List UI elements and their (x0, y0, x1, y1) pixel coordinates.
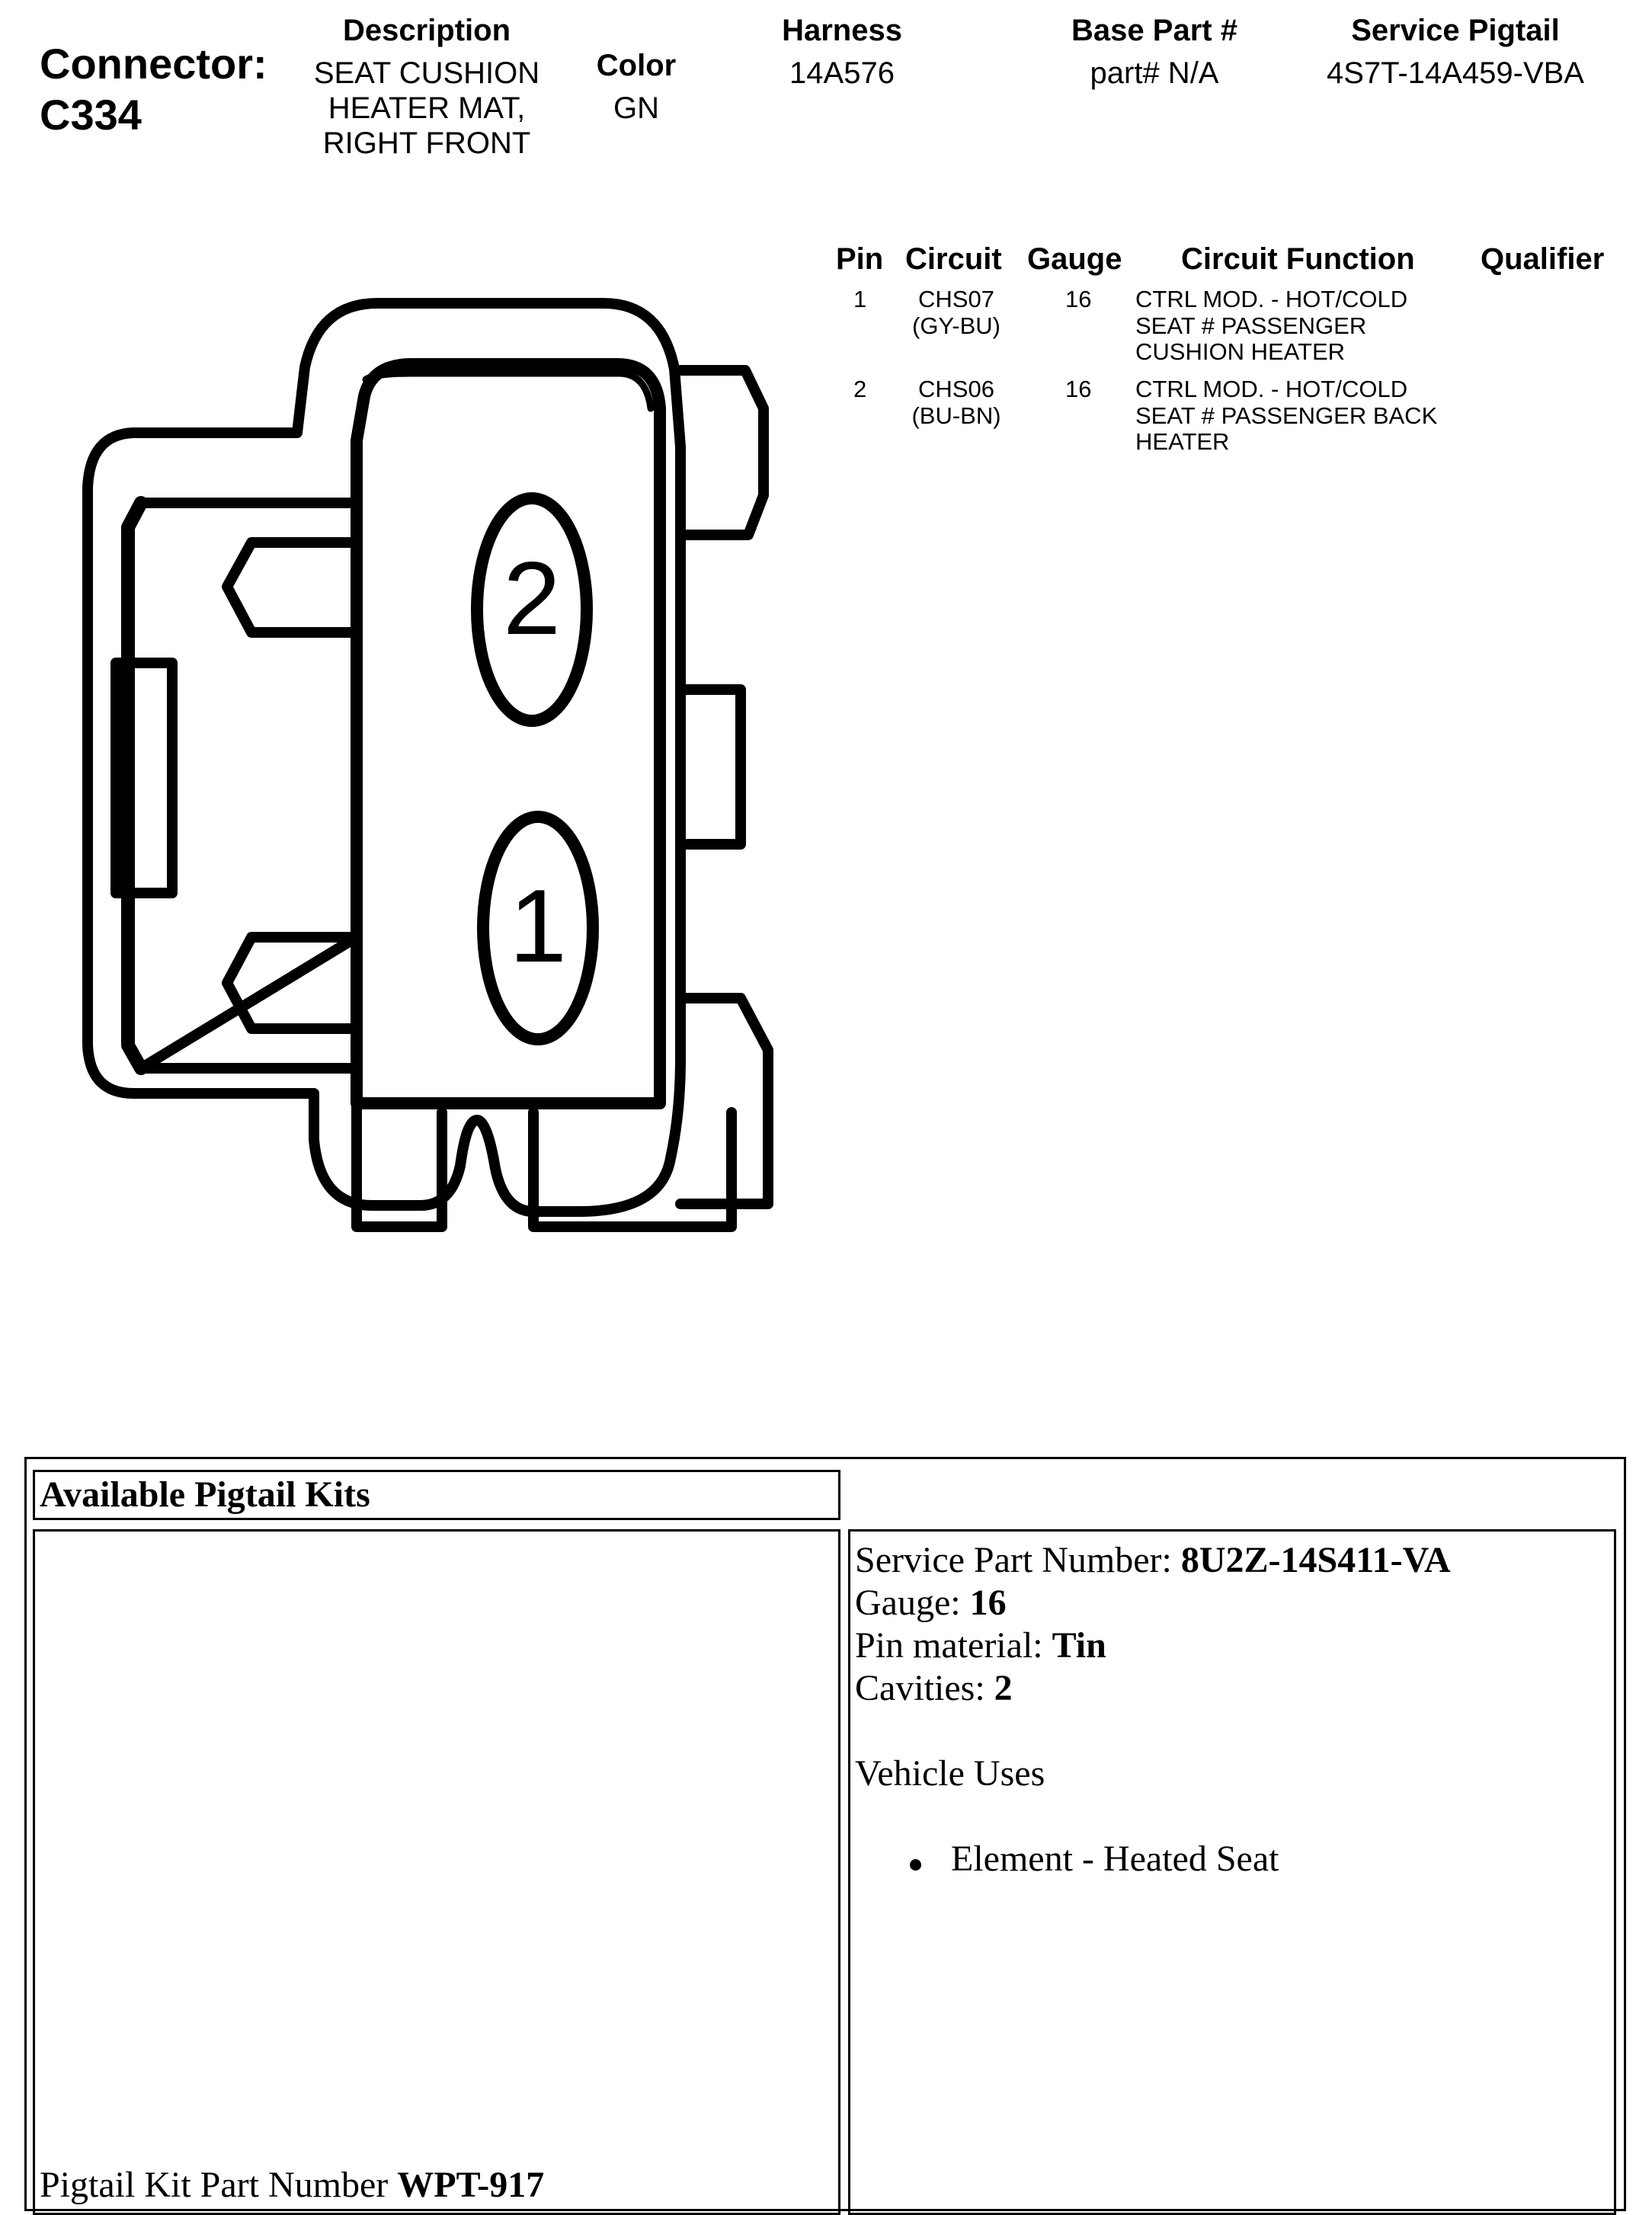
pin-row-1-pin: 1 (853, 286, 867, 312)
color-value: GN (613, 91, 659, 125)
description-line: SEAT CUSHION (313, 56, 540, 90)
pin-row-2-circuit (899, 376, 1013, 429)
service-part-value: 8U2Z-14S411-VA (1180, 1540, 1451, 1580)
pigtail-kit-part-number (40, 2164, 544, 2206)
pin-1-label: 1 (509, 868, 567, 984)
pin-material-label: Pin material: (855, 1625, 1043, 1666)
vehicle-uses-label: Vehicle Uses (855, 1753, 1045, 1794)
circuit-wire-color: (GY-BU) (912, 312, 1000, 339)
qualifier-header: Qualifier (1481, 242, 1605, 276)
pin-2-label: 2 (503, 540, 561, 656)
list-item: Element - Heated Seat (910, 1838, 1614, 1881)
color-header: Color (596, 49, 677, 82)
gauge-label: Gauge: (855, 1583, 961, 1623)
connector-label: Connector: (40, 40, 267, 88)
pin-row-1-circuit (899, 286, 1013, 339)
harness-value: 14A576 (789, 56, 895, 90)
connector-id: C334 (40, 91, 142, 139)
kit-part-value: WPT-917 (397, 2165, 545, 2205)
middle-latch-tab (680, 690, 741, 844)
circuit-code: CHS06 (918, 376, 994, 402)
function-line: CTRL MOD. - HOT/COLD (1135, 376, 1408, 402)
service-part-label: Service Part Number: (855, 1540, 1172, 1580)
gauge-header: Gauge (1027, 242, 1122, 276)
gauge-info (855, 1582, 1614, 1624)
function-line: SEAT # PASSENGER (1135, 312, 1367, 339)
pin-row-2-gauge: 16 (1065, 376, 1092, 402)
pigtail-kit-cell (33, 1529, 840, 2215)
kit-part-label: Pigtail Kit Part Number (40, 2165, 389, 2205)
description-line: HEATER MAT, (328, 91, 526, 125)
function-line: CUSHION HEATER (1135, 338, 1346, 366)
circuit-code: CHS07 (918, 286, 994, 312)
cavities-value: 2 (994, 1668, 1013, 1708)
pin-material-value: Tin (1052, 1625, 1106, 1666)
pin-cavity-1 (483, 817, 593, 1039)
pin-material-info (855, 1624, 1614, 1667)
lower-latch-tab (680, 998, 768, 1204)
base-part-column (1032, 14, 1276, 91)
vehicle-uses-list (910, 1838, 1614, 1881)
inner-ridge (366, 373, 651, 408)
pin-row-1-function (1135, 286, 1407, 366)
left-rib (128, 503, 141, 1068)
service-part-number (855, 1539, 1614, 1582)
pin-cavity-2 (477, 498, 587, 721)
function-line: HEATER (1135, 428, 1230, 456)
circuit-header: Circuit (905, 242, 1002, 276)
pigtail-kits-title: Available Pigtail Kits (33, 1470, 840, 1520)
cavities-info (855, 1667, 1614, 1710)
harness-header: Harness (782, 14, 902, 47)
circuit-wire-color: (BU-BN) (911, 402, 1001, 429)
gauge-value: 16 (969, 1583, 1007, 1623)
circuit-function-header: Circuit Function (1181, 242, 1415, 276)
cavities-label: Cavities: (855, 1668, 985, 1708)
pin-row-2-function (1135, 376, 1437, 456)
description-header: Description (342, 14, 511, 47)
pin-header: Pin (836, 242, 884, 276)
pigtail-kits-table (24, 1457, 1626, 2211)
base-part-value: part# N/A (1090, 56, 1219, 90)
connector-face-diagram (0, 0, 838, 1372)
service-part-details (855, 1539, 1614, 1881)
pin-row-1-gauge: 16 (1065, 286, 1092, 312)
service-pigtail-value: 4S7T-14A459-VBA (1327, 56, 1584, 90)
description-line: RIGHT FRONT (322, 126, 531, 160)
function-line: CTRL MOD. - HOT/COLD (1135, 286, 1408, 312)
service-pigtail-header: Service Pigtail (1351, 14, 1560, 47)
base-part-header: Base Part # (1071, 14, 1237, 47)
upper-latch-tab (680, 370, 764, 535)
function-line: SEAT # PASSENGER BACK (1135, 402, 1438, 429)
service-part-cell (848, 1529, 1616, 2215)
service-pigtail-column (1295, 14, 1615, 91)
pin-row-2-pin: 2 (853, 376, 867, 402)
